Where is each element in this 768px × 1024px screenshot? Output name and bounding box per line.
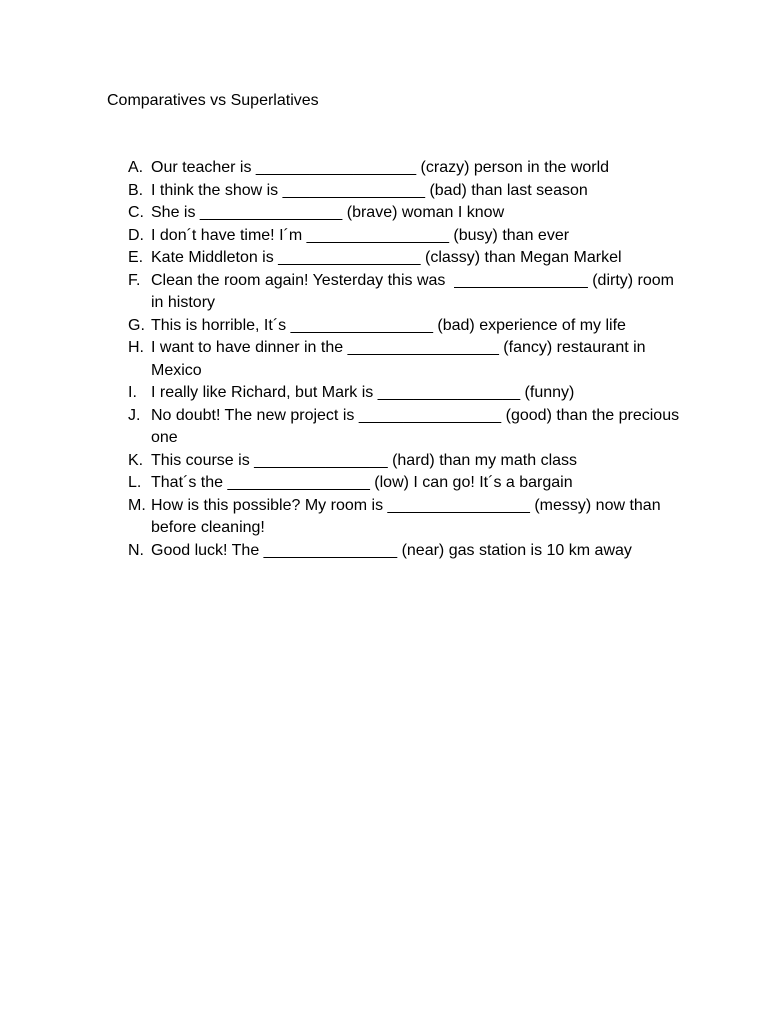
document-title: Comparatives vs Superlatives <box>107 92 319 109</box>
exercise-item-i <box>128 382 688 405</box>
exercise-item-f <box>128 270 688 315</box>
exercise-item-g <box>128 315 688 338</box>
exercise-item-a <box>128 157 688 180</box>
item-letter: C. <box>128 204 144 221</box>
item-letter: I. <box>128 384 137 401</box>
item-letter: N. <box>128 541 144 559</box>
item-letter: E. <box>128 249 144 266</box>
item-text: I want to have dinner in the _________________ (fancy) restaurant in Mexico <box>151 339 651 379</box>
exercise-item-c <box>128 202 688 225</box>
item-text: Clean the room again! Yesterday this was _______________ (dirty) room in history <box>151 271 679 311</box>
item-text: I don´t have time! I´m ________________ (busy) than ever <box>151 226 570 244</box>
exercise-item-m <box>128 495 688 540</box>
item-letter: B. <box>128 181 144 199</box>
item-letter: G. <box>128 316 145 334</box>
item-text: She is ________________ (brave) woman I know <box>151 204 505 221</box>
item-letter: F. <box>128 271 141 289</box>
item-text: This is horrible, It´s ________________ (bad) experience of my life <box>151 316 626 334</box>
item-text: I think the show is ________________ (bad) than last season <box>151 181 588 199</box>
exercise-item-h <box>128 337 688 382</box>
item-letter: J. <box>128 406 141 424</box>
exercise-list <box>128 157 688 562</box>
item-text: Good luck! The _______________ (near) gas station is 10 km away <box>151 541 632 559</box>
exercise-item-l <box>128 472 688 495</box>
item-text: No doubt! The new project is ________________ (good) than the precious one <box>151 406 684 446</box>
item-letter: M. <box>128 496 146 514</box>
exercise-item-n <box>128 540 688 563</box>
item-text: How is this possible? My room is ________________ (messy) now than before cleaning! <box>151 496 666 536</box>
exercise-item-d <box>128 225 688 248</box>
item-text: Our teacher is __________________ (crazy) person in the world <box>151 159 610 176</box>
item-letter: A. <box>128 159 144 176</box>
item-text: Kate Middleton is ________________ (classy) than Megan Markel <box>151 249 622 266</box>
exercise-item-j <box>128 405 688 450</box>
item-letter: L. <box>128 474 142 491</box>
exercise-item-b <box>128 180 688 203</box>
item-text: This course is _______________ (hard) than my math class <box>151 451 578 469</box>
item-letter: K. <box>128 451 144 469</box>
exercise-item-e <box>128 247 688 270</box>
item-text: That´s the ________________ (low) I can go! It´s a bargain <box>151 474 573 491</box>
exercise-item-k <box>128 450 688 473</box>
item-letter: H. <box>128 339 144 356</box>
item-text: I really like Richard, but Mark is ________________ (funny) <box>151 384 575 401</box>
item-letter: D. <box>128 226 144 244</box>
